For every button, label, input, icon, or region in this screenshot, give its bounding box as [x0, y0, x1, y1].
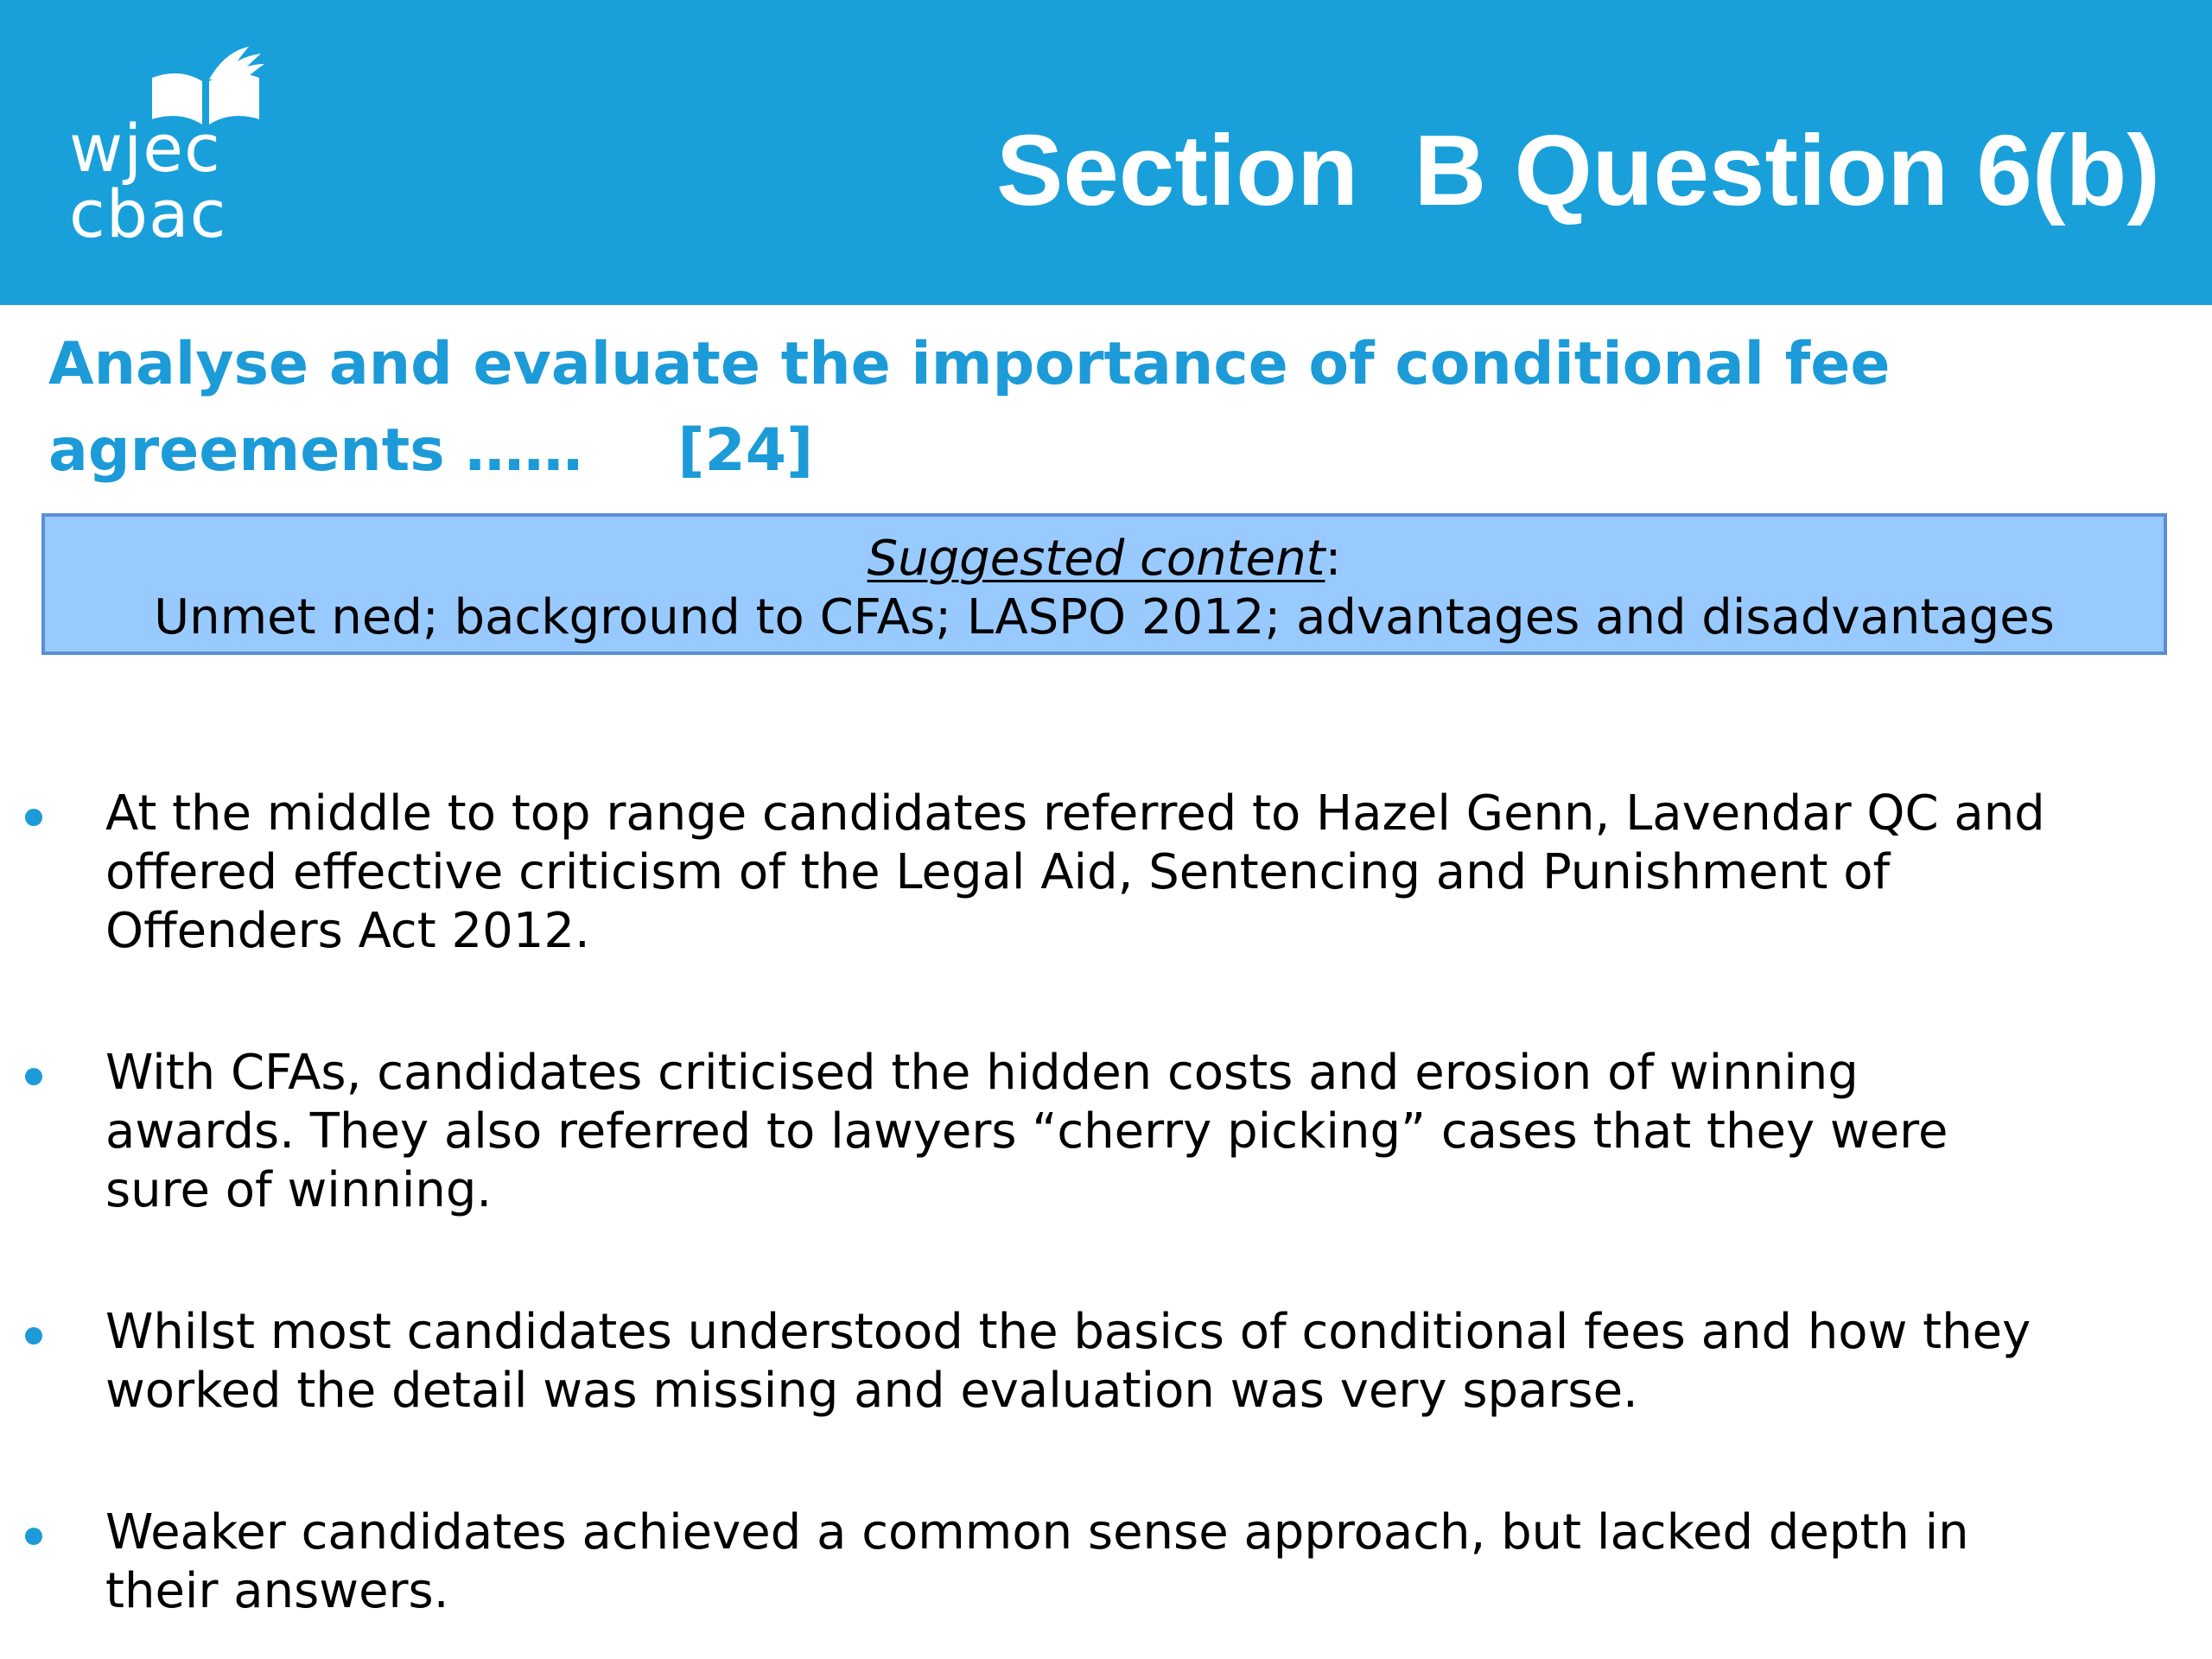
bullet-dot [25, 1327, 42, 1344]
logo-text-cbac: cbac [69, 175, 227, 252]
bullet-text: At the middle to top range candidates referred to Hazel Genn, Lavendar QC and offered effective criticism of the Legal Aid, Sentencing and Punishment of Offenders Act 2012. [105, 785, 2045, 959]
suggested-content-colon: : [1325, 531, 1342, 587]
logo-text-wjec: wjec [69, 110, 221, 187]
suggested-content-text: Unmet ned; background to CFAs; LASPO 2012; advantages and disadvantages [154, 589, 2055, 645]
slide-title: Section B Question 6(b) [996, 114, 2160, 226]
bullet-dot [25, 1068, 42, 1085]
question-marks: [24] [677, 416, 814, 485]
bullet-dot [25, 809, 42, 826]
bullet-text: Weaker candidates achieved a common sense approach, but lacked depth in their answers. [105, 1504, 1969, 1619]
bullet-dot [25, 1528, 42, 1545]
suggested-content-label: Suggested content [867, 531, 1325, 587]
bullet-text: With CFAs, candidates criticised the hidden costs and erosion of winning awards. They also referred to lawyers “cherry picking” cases that they were sure of winning. [105, 1045, 1948, 1218]
bullet-text: Whilst most candidates understood the basics of conditional fees and how they worked the detail was missing and evaluation was very sparse. [105, 1304, 2031, 1419]
question-line-1: Analyse and evaluate the importance of conditional fee [48, 330, 1891, 398]
question-line-2-text: agreements …… [48, 416, 583, 485]
